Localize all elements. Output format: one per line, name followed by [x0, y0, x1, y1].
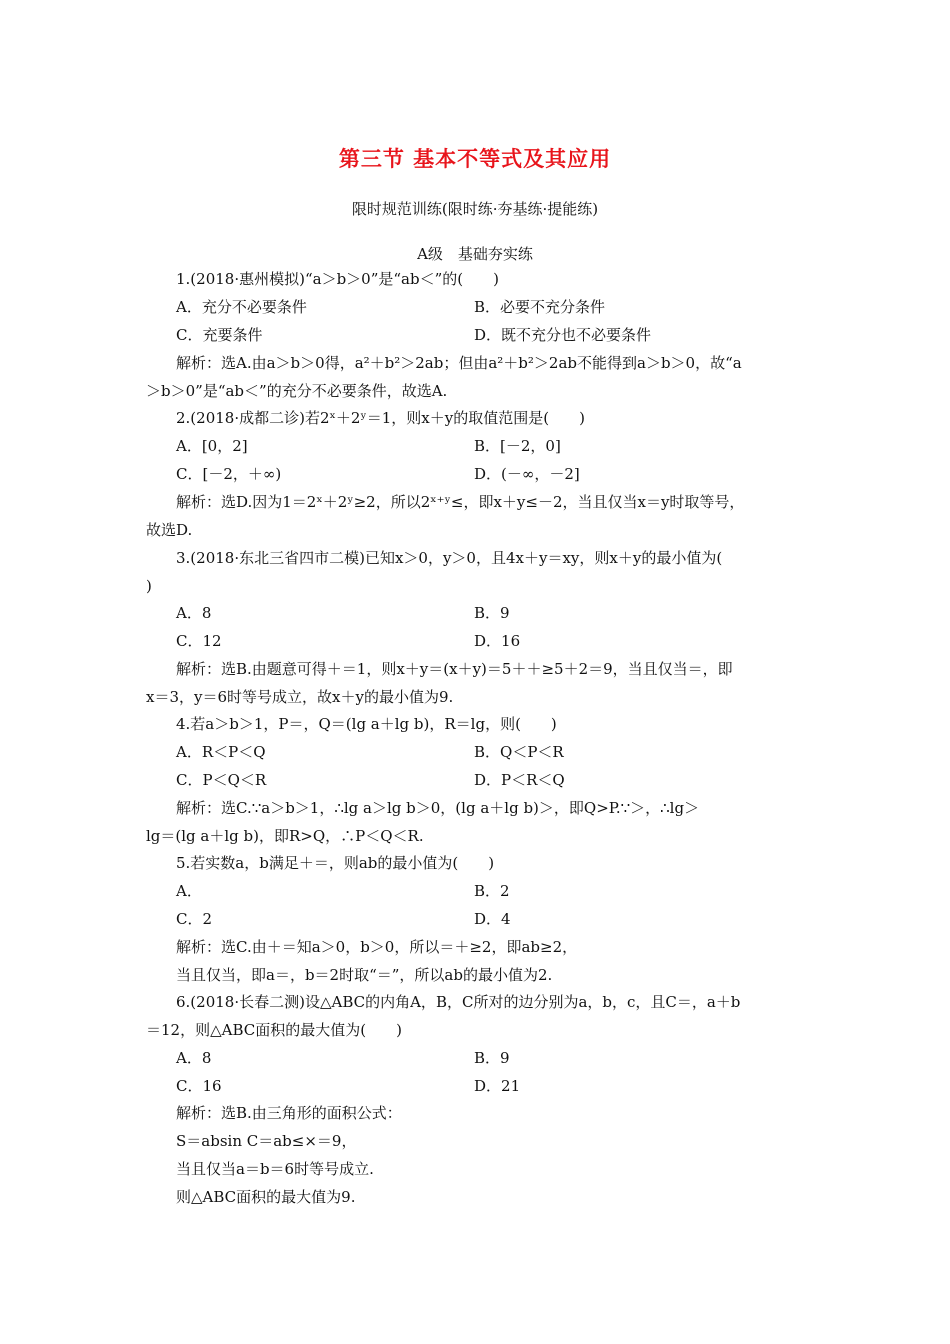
- q6-solution-line-3: 当且仅当a＝b＝6时等号成立.: [176, 1160, 374, 1178]
- q2-solution-line-2: 故选D.: [146, 521, 193, 539]
- question-2-stem: 2.(2018·成都二诊)若2ˣ＋2ʸ＝1，则x＋y的取值范围是( ): [176, 409, 585, 427]
- q5-solution-line-1: 解析：选C.由＋＝知a＞0，b＞0，所以＝＋≥2，即ab≥2，: [176, 938, 578, 956]
- q1-option-a: A．充分不必要条件: [176, 298, 307, 316]
- q4-option-c: C．P＜Q＜R: [176, 771, 267, 789]
- page-subtitle: 限时规范训练(限时练·夯基练·提能练): [351, 200, 599, 218]
- q3-option-d: D．16: [474, 632, 521, 650]
- q6-option-a: A．8: [176, 1049, 212, 1067]
- q3-option-c: C．12: [176, 632, 222, 650]
- q4-solution-line-1: 解析：选C.∵a＞b＞1，∴lg a＞lg b＞0，(lg a＋lg b)＞，即Q>P.∵＞，∴lg＞: [176, 799, 700, 817]
- q6-solution-line-2: S＝absin C＝ab≤×＝9，: [176, 1132, 357, 1150]
- q4-option-d: D．P＜R＜Q: [474, 771, 565, 789]
- question-5-stem: 5.若实数a，b满足＋＝，则ab的最小值为( ): [176, 854, 495, 872]
- q1-option-c: C．充要条件: [176, 326, 263, 344]
- q5-option-c: C．2: [176, 910, 213, 928]
- q5-option-a: A．: [176, 882, 202, 900]
- q4-option-a: A．R＜P＜Q: [176, 743, 266, 761]
- question-3-stem-cont: ): [146, 577, 152, 595]
- section-heading: A级 基础夯实练: [417, 245, 533, 263]
- q5-solution-line-2: 当且仅当，即a＝，b＝2时取“＝”，所以ab的最小值为2.: [176, 966, 553, 984]
- q2-option-d: D．(－∞，－2]: [474, 465, 580, 483]
- q2-option-c: C．[－2，＋∞): [176, 465, 282, 483]
- q1-solution-line-2: ＞b＞0”是“ab＜”的充分不必要条件，故选A.: [146, 382, 448, 400]
- question-6-stem: 6.(2018·长春二测)设△ABC的内角A，B，C所对的边分别为a，b，c，且C＝，a＋b: [176, 993, 741, 1011]
- q6-solution-line-1: 解析：选B.由三角形的面积公式：: [176, 1104, 402, 1122]
- q3-solution-line-1: 解析：选B.由题意可得＋＝1，则x＋y＝(x＋y)＝5＋＋≥5＋2＝9，当且仅当＝，即: [176, 660, 733, 678]
- q5-option-b: B．2: [474, 882, 510, 900]
- q4-option-b: B．Q＜P＜R: [474, 743, 564, 761]
- q6-solution-line-4: 则△ABC面积的最大值为9.: [176, 1188, 356, 1206]
- q2-option-b: B．[－2，0]: [474, 437, 561, 455]
- q2-option-a: A．[0，2]: [176, 437, 248, 455]
- q3-solution-line-2: x＝3，y＝6时等号成立，故x＋y的最小值为9.: [146, 688, 454, 706]
- q5-option-d: D．4: [474, 910, 511, 928]
- q3-option-b: B．9: [474, 604, 510, 622]
- q6-option-d: D．21: [474, 1077, 521, 1095]
- question-1-stem: 1.(2018·惠州模拟)“a＞b＞0”是“ab＜”的( ): [176, 270, 499, 288]
- question-4-stem: 4.若a＞b＞1，P＝，Q＝(lg a＋lg b)，R＝lg，则( ): [176, 715, 557, 733]
- q2-solution-line-1: 解析：选D.因为1＝2ˣ＋2ʸ≥2，所以2ˣ⁺ʸ≤，即x＋y≤－2，当且仅当x＝y时取等号，: [176, 493, 745, 511]
- q1-solution-line-1: 解析：选A.由a＞b＞0得，a²＋b²＞2ab；但由a²＋b²＞2ab不能得到a＞b＞0，故“a: [176, 354, 742, 372]
- q3-option-a: A．8: [176, 604, 212, 622]
- question-3-stem: 3.(2018·东北三省四市二模)已知x＞0，y＞0，且4x＋y＝xy，则x＋y的最小值为(: [176, 549, 723, 567]
- question-6-stem-cont: ＝12，则△ABC面积的最大值为( ): [146, 1021, 402, 1039]
- q6-option-b: B．9: [474, 1049, 510, 1067]
- q4-solution-line-2: lg＝(lg a＋lg b)，即R>Q，∴P＜Q＜R.: [146, 827, 424, 845]
- q6-option-c: C．16: [176, 1077, 222, 1095]
- page-title: 第三节 基本不等式及其应用: [338, 146, 612, 171]
- q1-option-b: B．必要不充分条件: [474, 298, 606, 316]
- q1-option-d: D．既不充分也不必要条件: [474, 326, 652, 344]
